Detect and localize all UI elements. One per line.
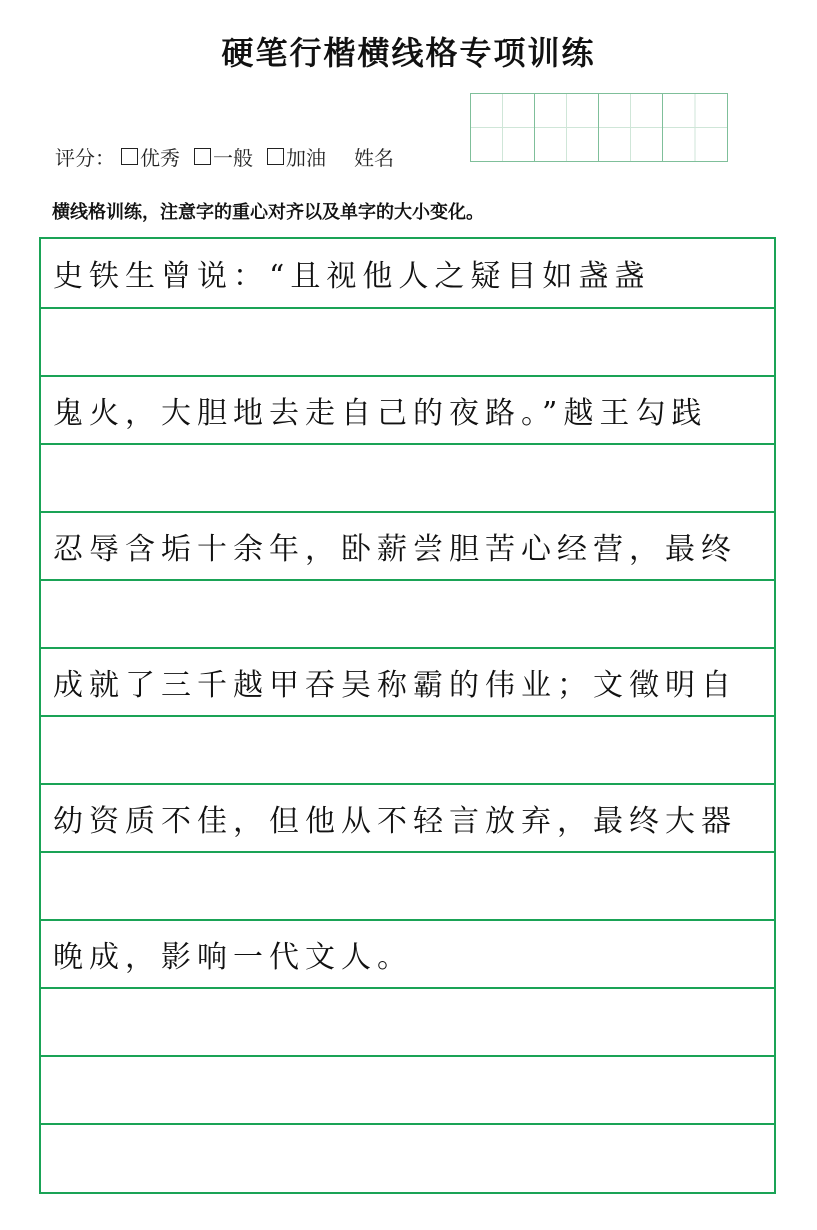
- score-option-label: 优秀: [140, 145, 180, 170]
- score-option-label: 一般: [213, 145, 253, 170]
- score-option-label: 加油: [286, 145, 326, 170]
- checkbox-icon[interactable]: [194, 148, 211, 165]
- checkbox-icon[interactable]: [121, 148, 138, 165]
- practice-line[interactable]: [41, 443, 774, 511]
- practice-line[interactable]: 忍辱含垢十余年，卧薪尝胆苦心经营，最终: [41, 511, 774, 579]
- score-option-keep-trying[interactable]: [267, 142, 326, 171]
- instruction-text: 横线格训练，注意字的重心对齐以及单字的大小变化。: [52, 202, 484, 223]
- score-option-excellent[interactable]: [121, 142, 180, 171]
- score-option-average[interactable]: [194, 142, 253, 171]
- practice-line[interactable]: [41, 1055, 774, 1123]
- practice-line[interactable]: 鬼火，大胆地去走自己的夜路。”越王勾践: [41, 375, 774, 443]
- name-grid-cell[interactable]: [471, 94, 535, 161]
- practice-line[interactable]: [41, 987, 774, 1055]
- name-grid-cell[interactable]: [535, 94, 599, 161]
- score-row: [55, 141, 394, 171]
- score-label: 评分：: [55, 145, 115, 170]
- practice-line[interactable]: 幼资质不佳，但他从不轻言放弃，最终大器: [41, 783, 774, 851]
- practice-line[interactable]: 晚成，影响一代文人。: [41, 919, 774, 987]
- practice-line-grid: [39, 237, 776, 1194]
- practice-line[interactable]: [41, 579, 774, 647]
- practice-line[interactable]: 史铁生曾说：“且视他人之疑目如盏盏: [53, 259, 651, 294]
- name-label: 姓名: [354, 145, 394, 170]
- checkbox-icon[interactable]: [267, 148, 284, 165]
- practice-line[interactable]: [41, 851, 774, 919]
- page-title: 硬笔行楷横线格专项训练: [221, 34, 596, 72]
- name-grid-cell[interactable]: [599, 94, 663, 161]
- name-writing-grid[interactable]: [470, 93, 728, 162]
- practice-line[interactable]: [41, 307, 774, 375]
- practice-line[interactable]: [41, 715, 774, 783]
- practice-line[interactable]: [41, 1123, 774, 1191]
- name-grid-cell[interactable]: [663, 94, 727, 161]
- practice-line[interactable]: 成就了三千越甲吞吴称霸的伟业；文徵明自: [41, 647, 774, 715]
